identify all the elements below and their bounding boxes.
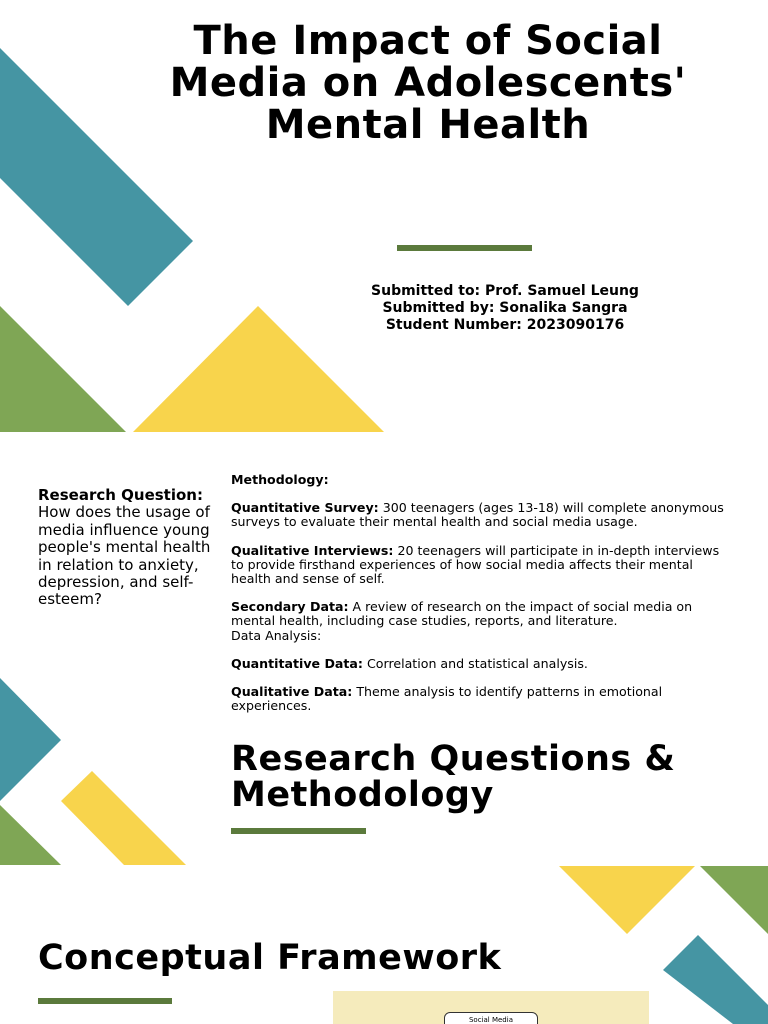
method-item-text: A review of research on the impact of social media on mental health, including case studies, reports, and literature.: [231, 599, 693, 629]
yellow-inverted-triangle-shape: [559, 866, 695, 934]
methodology-text: [231, 473, 726, 713]
analysis-item-label: Qualitative Data:: [231, 684, 353, 700]
yellow-diagonal-shape: [61, 771, 186, 865]
research-question: [38, 487, 218, 609]
method-item: [231, 501, 726, 529]
green-inverted-triangle-shape: [700, 866, 768, 934]
method-item-label: Quantitative Survey:: [231, 500, 379, 516]
green-triangle-shape: [0, 306, 126, 432]
research-question-text: How does the usage of media influence young people's mental health in relation to anxiety, depression, and self-esteem?: [38, 503, 211, 609]
analysis-item: [231, 685, 726, 713]
framework-slide: [0, 866, 768, 1024]
submitted-by: Submitted by: Sonalika Sangra: [382, 300, 628, 316]
teal-diagonal-bar-shape: [663, 935, 768, 1024]
analysis-item-label: Quantitative Data:: [231, 655, 363, 671]
title-slide: [0, 0, 768, 432]
section-title-underline: [231, 828, 366, 834]
methodology-slide: [0, 433, 768, 865]
framework-diagram: [333, 991, 649, 1024]
method-item: [231, 544, 726, 587]
page-title: The Impact of Social Media on Adolescents' Mental Health: [169, 18, 687, 148]
analysis-item: [231, 657, 726, 671]
data-analysis-heading: Data Analysis:: [231, 627, 322, 643]
method-item-text: 300 teenagers (ages 13-18) will complete anonymous surveys to evaluate their mental health and social media usage.: [231, 500, 724, 530]
methodology-heading: Methodology:: [231, 472, 329, 487]
section-title: Conceptual Framework: [38, 938, 502, 978]
section-title: Research Questions & Methodology: [231, 739, 676, 815]
title-underline: [397, 245, 532, 251]
method-item: [231, 600, 726, 628]
green-triangle-shape: [0, 805, 61, 865]
research-question-label: Research Question:: [38, 486, 203, 504]
method-item-label: Secondary Data:: [231, 599, 349, 615]
teal-diagonal-shape: [0, 678, 61, 801]
analysis-item-text: Correlation and statistical analysis.: [362, 655, 588, 671]
method-item-text: 20 teenagers will participate in in-depth interviews to provide firsthand experiences of how social media affects their mental health and sense of self.: [231, 542, 720, 587]
submitted-to: Submitted to: Prof. Samuel Leung: [371, 283, 639, 299]
method-item-label: Qualitative Interviews:: [231, 542, 394, 558]
analysis-item-text: Theme analysis to identify patterns in emotional experiences.: [231, 684, 663, 714]
student-number: Student Number: 2023090176: [385, 317, 625, 333]
submission-info: [330, 283, 680, 334]
section-title-underline: [38, 998, 172, 1004]
diagram-node: Social Media: [444, 1012, 538, 1024]
